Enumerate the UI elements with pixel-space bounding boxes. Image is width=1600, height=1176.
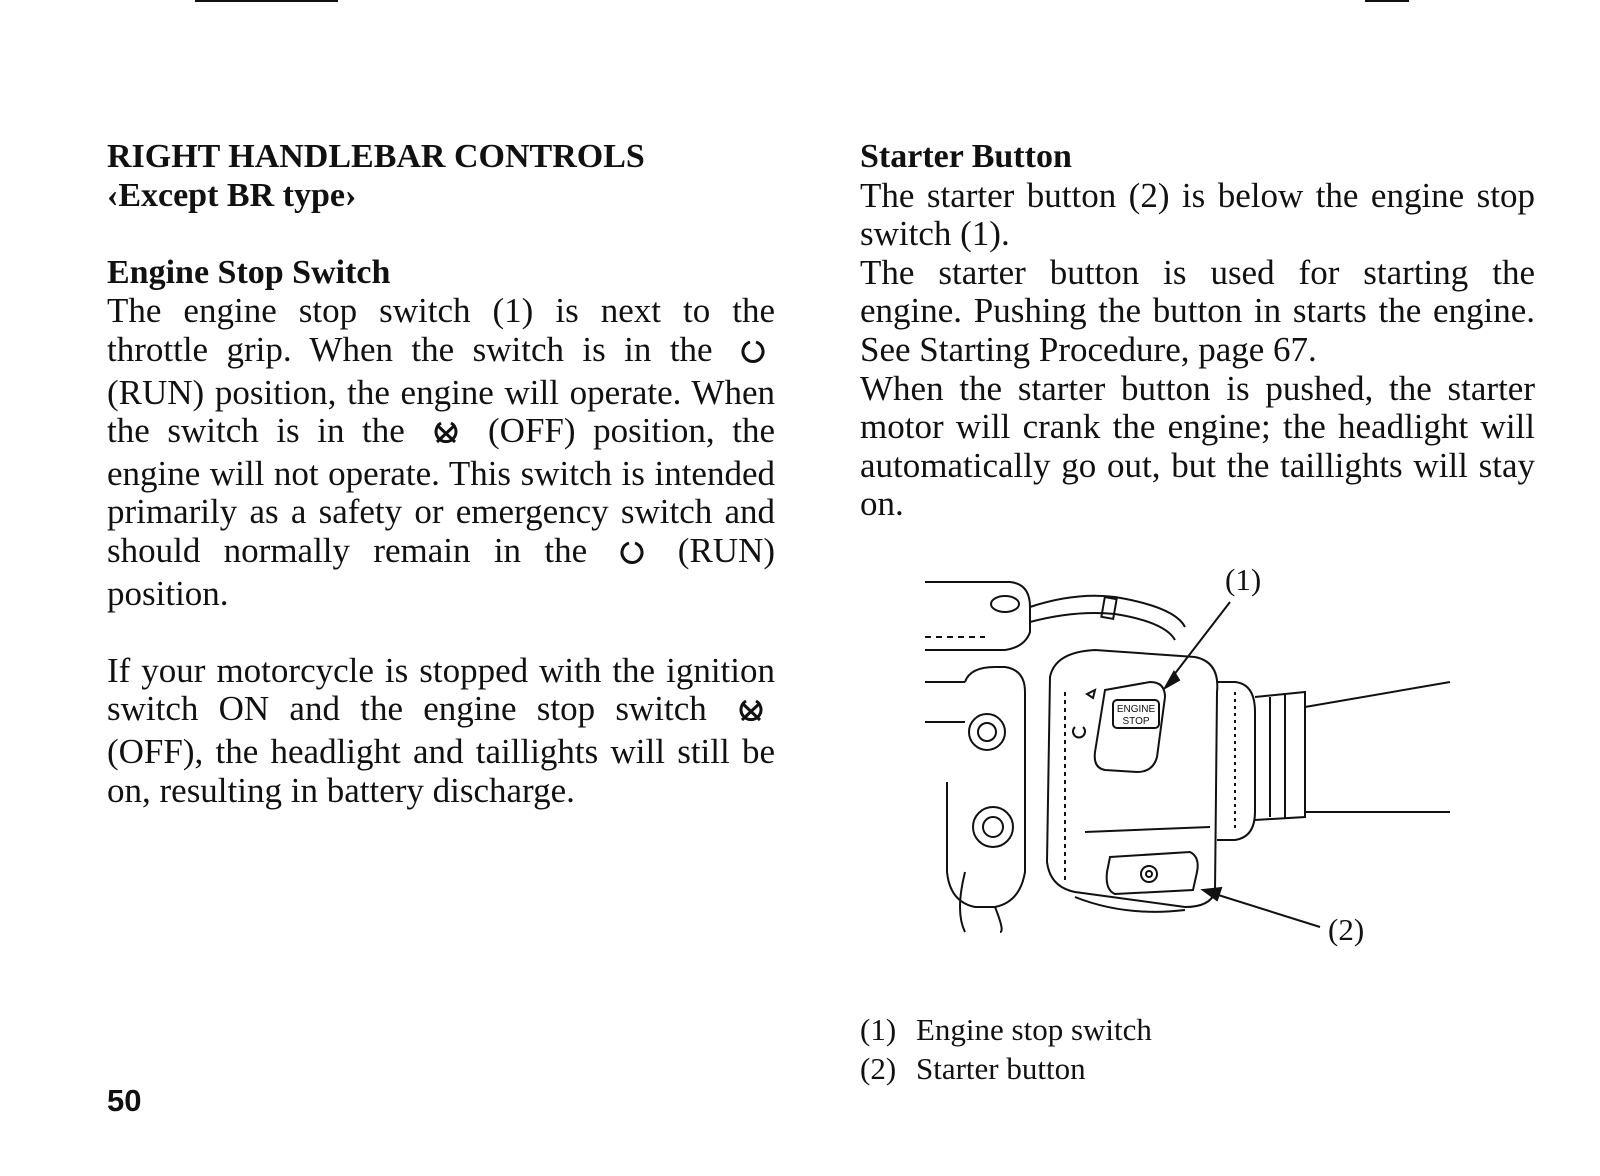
right-column — [860, 138, 1535, 524]
starter-paragraph-2: The starter button is used for starting the engine. Pushing the button in starts the engine. See Starting Procedure, page 67. — [860, 252, 1535, 369]
battery-warning-paragraph — [107, 652, 775, 810]
page-subtitle: ‹Except BR type› — [107, 176, 357, 214]
off-symbol-icon — [432, 416, 460, 455]
callout-2: (2) — [1328, 912, 1365, 947]
engine-stop-switch-paragraph — [107, 292, 775, 613]
starter-paragraph-3: When the starter button is pushed, the starter motor will crank the engine; the headlight will automatically go out, but the taillights will stay on. — [860, 368, 1535, 524]
caption-item: (2) Starter button — [860, 1051, 1086, 1086]
caption-item: (1) Engine stop switch — [860, 1012, 1152, 1047]
run-symbol-icon — [741, 335, 765, 374]
switch-label-stop: STOP — [1122, 716, 1150, 727]
engine-stop-switch-heading: Engine Stop Switch — [107, 253, 391, 291]
engine-stop-text-3: (OFF) position, the engine will not operate. This switch is intended primarily as a safety or emergency switch and should normally remain in the — [107, 411, 776, 570]
starter-paragraph-1: The starter button (2) is below the engine stop switch (1). — [860, 175, 1535, 254]
top-rule-left — [195, 0, 338, 2]
engine-stop-text-2: (RUN) position, the engine will operate. When the switch is in the — [107, 372, 775, 451]
top-rule-right — [1365, 0, 1409, 2]
battery-text-2: (OFF), the headlight and taillights will still be on, resulting in battery discharge. — [107, 731, 775, 810]
left-column — [107, 138, 775, 810]
page-number: 50 — [107, 1083, 142, 1118]
handlebar-drawing — [925, 572, 1535, 972]
handlebar-illustration — [925, 562, 1535, 972]
starter-button-heading: Starter Button — [860, 138, 1072, 175]
figure-captions — [860, 1010, 1152, 1088]
callout-1: (1) — [1225, 562, 1262, 597]
page-title: RIGHT HANDLEBAR CONTROLS — [107, 138, 645, 175]
engine-stop-text-1: The engine stop switch (1) is next to the throttle grip. When the switch is in the — [107, 291, 775, 369]
switch-label-engine: ENGINE — [1116, 704, 1156, 715]
run-symbol-icon — [620, 536, 644, 575]
off-symbol-icon — [737, 694, 765, 733]
engine-stop-text-4: (RUN) position. — [107, 530, 776, 613]
battery-text-1: If your motorcycle is stopped with the ignition switch ON and the engine stop switch — [107, 650, 775, 729]
